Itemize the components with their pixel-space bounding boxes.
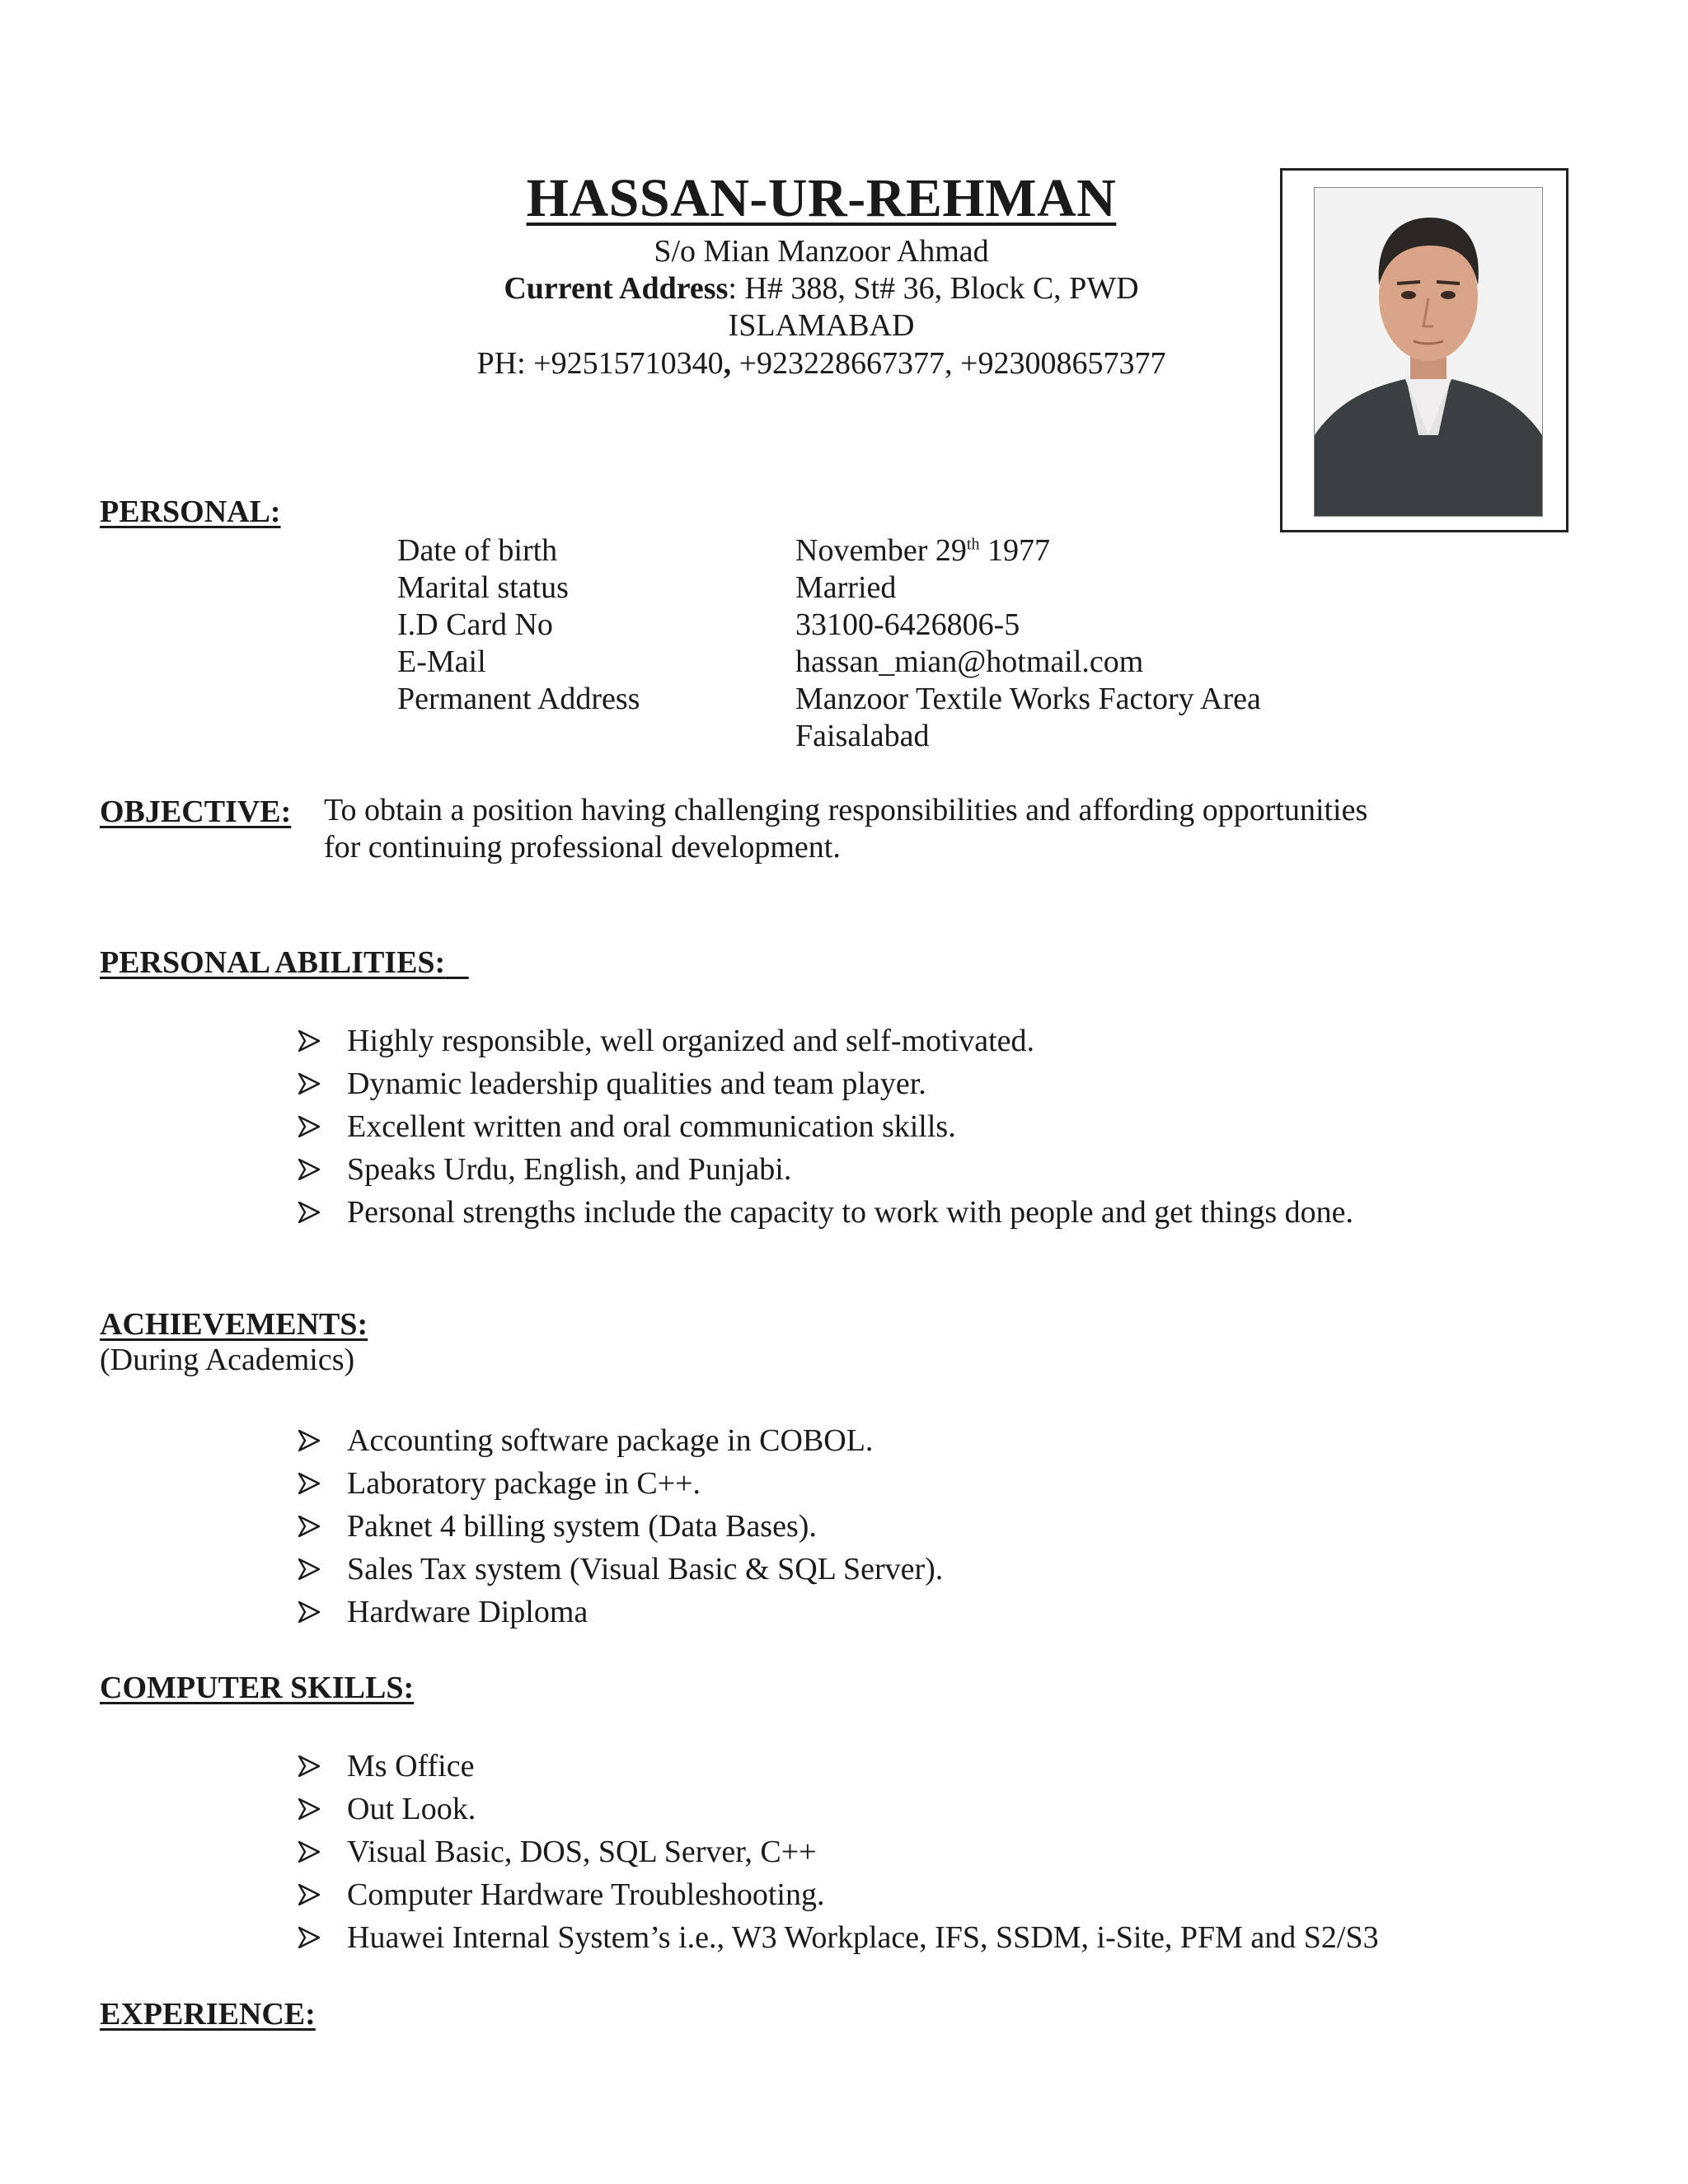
- list-item: [298, 1745, 1379, 1788]
- arrow-bullet-icon: [298, 1202, 320, 1223]
- arrow-bullet-icon: [298, 1473, 320, 1494]
- list-item: [298, 1191, 1353, 1234]
- list-item-text: Dynamic leadership qualities and team player.: [347, 1066, 926, 1101]
- section-heading-computer-skills: COMPUTER SKILLS:: [100, 1671, 415, 1705]
- section-heading-achievements: ACHIEVEMENTS:: [100, 1307, 368, 1342]
- section-heading-experience: EXPERIENCE:: [100, 1997, 316, 2032]
- phone-separator: ,: [723, 346, 732, 381]
- list-item-text: Laboratory package in C++.: [347, 1466, 701, 1501]
- phone-primary: PH: +92515710340: [476, 346, 724, 381]
- current-address-value: : H# 388, St# 36, Block C, PWD: [728, 271, 1139, 306]
- id-card-label: I.D Card No: [397, 607, 553, 642]
- list-item-text: Huawei Internal System’s i.e., W3 Workplace, IFS, SSDM, i-Site, PFM and S2/S3: [347, 1920, 1379, 1955]
- list-item: [298, 1462, 943, 1505]
- list-item-text: Excellent written and oral communication skills.: [347, 1109, 956, 1144]
- arrow-bullet-icon: [298, 1159, 320, 1180]
- arrow-bullet-icon: [298, 1073, 320, 1094]
- arrow-bullet-icon: [298, 1798, 320, 1820]
- current-address-label: Current Address: [504, 271, 729, 306]
- arrow-bullet-icon: [298, 1601, 320, 1623]
- list-item: [298, 1830, 1379, 1873]
- dob-value-main: November 29: [795, 533, 967, 568]
- list-item-text: Hardware Diploma: [347, 1595, 588, 1629]
- list-item: [298, 1591, 943, 1633]
- list-item: [298, 1062, 1353, 1105]
- dob-label: Date of birth: [397, 533, 558, 568]
- phone-secondary: +923228667377, +923008657377: [731, 346, 1166, 381]
- list-item: [298, 1548, 943, 1591]
- profile-photo: [1314, 187, 1543, 517]
- id-card-value: 33100-6426806-5: [795, 607, 1020, 642]
- arrow-bullet-icon: [298, 1755, 320, 1777]
- marital-status-label: Marital status: [397, 570, 569, 605]
- achievements-list: [298, 1419, 943, 1633]
- marital-status-value: Married: [795, 570, 897, 605]
- objective-line1: To obtain a position having challenging responsibilities and affording opportunities: [324, 793, 1368, 827]
- list-item-text: Computer Hardware Troubleshooting.: [347, 1877, 825, 1912]
- skills-list: [298, 1745, 1379, 1959]
- list-item-text: Highly responsible, well organized and self-motivated.: [347, 1024, 1035, 1058]
- portrait-image: [1315, 188, 1542, 516]
- current-address-city: ISLAMABAD: [728, 308, 915, 343]
- list-item-text: Sales Tax system (Visual Basic & SQL Server).: [347, 1552, 944, 1586]
- list-item: [298, 1148, 1353, 1191]
- arrow-bullet-icon: [298, 1430, 320, 1451]
- permanent-address-line2: Faisalabad: [795, 719, 930, 753]
- list-item: [298, 1019, 1353, 1062]
- achievements-subheading: (During Academics): [100, 1343, 355, 1377]
- list-item-text: Personal strengths include the capacity to work with people and get things done.: [347, 1195, 1353, 1230]
- permanent-address-label: Permanent Address: [397, 682, 640, 716]
- list-item-text: Out Look.: [347, 1792, 476, 1826]
- list-item-text: Ms Office: [347, 1749, 475, 1783]
- email-value: hassan_mian@hotmail.com: [795, 644, 1144, 679]
- list-item-text: Accounting software package in COBOL.: [347, 1423, 874, 1458]
- list-item-text: Visual Basic, DOS, SQL Server, C++: [347, 1835, 817, 1869]
- arrow-bullet-icon: [298, 1927, 320, 1948]
- parentage-line: S/o Mian Manzoor Ahmad: [654, 234, 989, 269]
- arrow-bullet-icon: [298, 1516, 320, 1537]
- list-item-text: Speaks Urdu, English, and Punjabi.: [347, 1152, 792, 1187]
- profile-photo-frame: [1280, 168, 1568, 532]
- permanent-address-line1: Manzoor Textile Works Factory Area: [795, 682, 1261, 716]
- arrow-bullet-icon: [298, 1841, 320, 1863]
- abilities-list: [298, 1019, 1353, 1234]
- list-item: [298, 1505, 943, 1548]
- arrow-bullet-icon: [298, 1030, 320, 1052]
- list-item: [298, 1788, 1379, 1830]
- list-item: [298, 1916, 1379, 1959]
- dob-value: [795, 532, 1050, 569]
- arrow-bullet-icon: [298, 1558, 320, 1580]
- dob-value-suffix: th: [966, 535, 980, 554]
- arrow-bullet-icon: [298, 1884, 320, 1905]
- list-item-text: Paknet 4 billing system (Data Bases).: [347, 1509, 817, 1544]
- list-item: [298, 1105, 1353, 1148]
- dob-value-year: 1977: [979, 533, 1050, 568]
- candidate-name: HASSAN-UR-REHMAN: [526, 168, 1117, 228]
- abilities-heading-text: PERSONAL ABILITIES:: [100, 945, 446, 980]
- objective-line2: for continuing professional development.: [324, 830, 841, 865]
- section-heading-abilities: [100, 947, 469, 978]
- arrow-bullet-icon: [298, 1116, 320, 1137]
- email-label: E-Mail: [397, 644, 486, 679]
- section-heading-objective: OBJECTIVE:: [100, 794, 292, 829]
- list-item: [298, 1873, 1379, 1916]
- section-heading-personal: PERSONAL:: [100, 494, 281, 529]
- list-item: [298, 1419, 943, 1462]
